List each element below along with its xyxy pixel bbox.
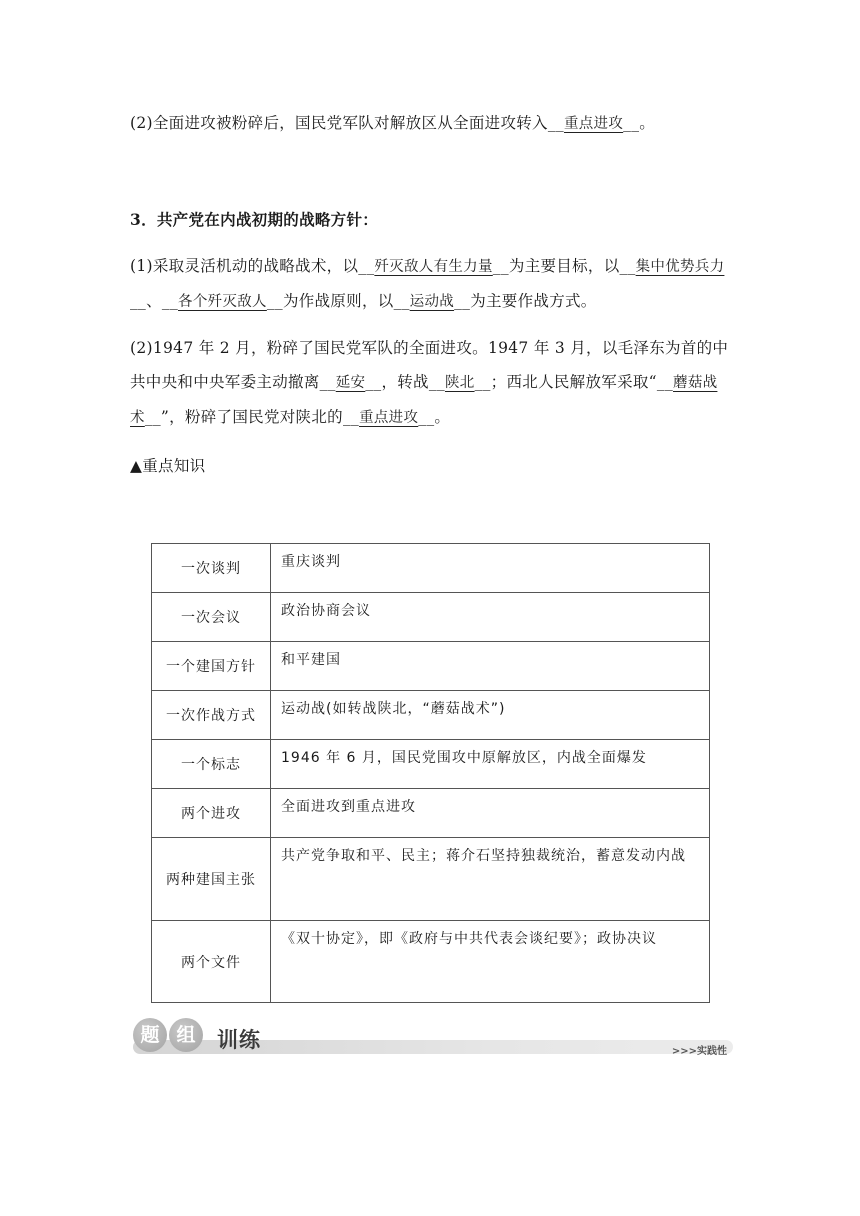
text: 为作战原则，以	[282, 292, 394, 310]
table-key-cell: 一个建国方针	[152, 642, 271, 691]
table-value-cell: 政治协商会议	[271, 593, 710, 642]
text: (2)1947 年 2 月，粉碎了国民党军队的全面进攻。1947 年 3 月，以毛泽东为首的中共中央和中央军委主动撤离	[130, 339, 729, 391]
table-row	[152, 593, 710, 642]
answer-blank: 运动战	[409, 294, 455, 310]
table-value-cell: 全面进攻到重点进攻	[271, 789, 710, 838]
text: ；西北人民解放军采取“	[490, 373, 657, 391]
text: 。	[434, 408, 451, 426]
section-3-para-1: (1)采取灵活机动的战略战术，以__歼灭敌人有生力量__为主要目标，以__集中优势兵力__、__各个歼灭敌人__为作战原则，以__运动战__为主要作战方式。	[130, 257, 725, 310]
table-value-cell: 运动战(如转战陕北，“蘑菇战术”)	[271, 691, 710, 740]
table-key-cell: 两个进攻	[152, 789, 271, 838]
answer-blank: 集中优势兵力	[635, 259, 725, 275]
table-row	[152, 691, 710, 740]
paragraph-2-offensive: (2)全面进攻被粉碎后，国民党军队对解放区从全面进攻转入__重点进攻__。	[130, 114, 656, 132]
table-key-cell: 一次谈判	[152, 544, 271, 593]
table-key-cell: 一个标志	[152, 740, 271, 789]
answer-blank: 蘑菇战术	[130, 375, 718, 426]
table-row	[152, 838, 710, 921]
table-row	[152, 642, 710, 691]
text: 、	[146, 292, 162, 310]
answer-blank: 重点进攻	[359, 410, 419, 426]
table-value-cell: 重庆谈判	[271, 544, 710, 593]
banner-title: 训练	[217, 1028, 261, 1052]
text: (1)采取灵活机动的战略战术，以	[130, 257, 359, 275]
answer-blank: 重点进攻	[563, 116, 624, 132]
text: 为主要作战方式。	[470, 292, 597, 310]
table-row	[152, 544, 710, 593]
key-knowledge-table	[151, 543, 710, 1003]
section-3-heading: 3．共产党在内战初期的战略方针：	[130, 210, 379, 229]
table-value-cell: 共产党争取和平、民主；蒋介石坚持独裁统治，蓄意发动内战	[271, 838, 710, 921]
text: (2)全面进攻被粉碎后，国民党军队对解放区从全面进攻转入	[130, 114, 548, 132]
table-key-cell: 一次作战方式	[152, 691, 271, 740]
table-key-cell: 一次会议	[152, 593, 271, 642]
text: ”，粉碎了国民党对陕北的	[160, 408, 343, 426]
table-row	[152, 740, 710, 789]
key-knowledge-label: ▲重点知识	[130, 457, 206, 475]
table-value-cell: 《双十协定》，即《政府与中共代表会谈纪要》；政协决议	[271, 921, 710, 1003]
table-value-cell: 和平建国	[271, 642, 710, 691]
banner-circle-1: 题	[133, 1018, 167, 1052]
banner-tag: >>>实践性	[671, 1046, 727, 1057]
answer-blank: 陕北	[444, 375, 475, 391]
answer-blank: 延安	[335, 375, 366, 391]
text: 。	[639, 114, 656, 132]
section-3-para-2: (2)1947 年 2 月，粉碎了国民党军队的全面进攻。1947 年 3 月，以毛泽东为首的中共中央和中央军委主动撤离__延安__，转战__陕北__；西北人民解放军采取“__蘑菇战术__”，粉碎了国民党对陕北的__重点进攻__。	[130, 339, 729, 426]
table-value-cell: 1946 年 6 月，国民党围攻中原解放区，内战全面爆发	[271, 740, 710, 789]
table-row	[152, 789, 710, 838]
banner-circle-2: 组	[169, 1018, 203, 1052]
table-key-cell: 两种建国主张	[152, 838, 271, 921]
text: 为主要目标，以	[508, 257, 620, 275]
text: ，转战	[381, 373, 429, 391]
answer-blank: 歼灭敌人有生力量	[374, 259, 493, 275]
practice-banner	[133, 1018, 733, 1060]
answer-blank: 各个歼灭敌人	[178, 294, 267, 310]
table-key-cell: 两个文件	[152, 921, 271, 1003]
table-row	[152, 921, 710, 1003]
